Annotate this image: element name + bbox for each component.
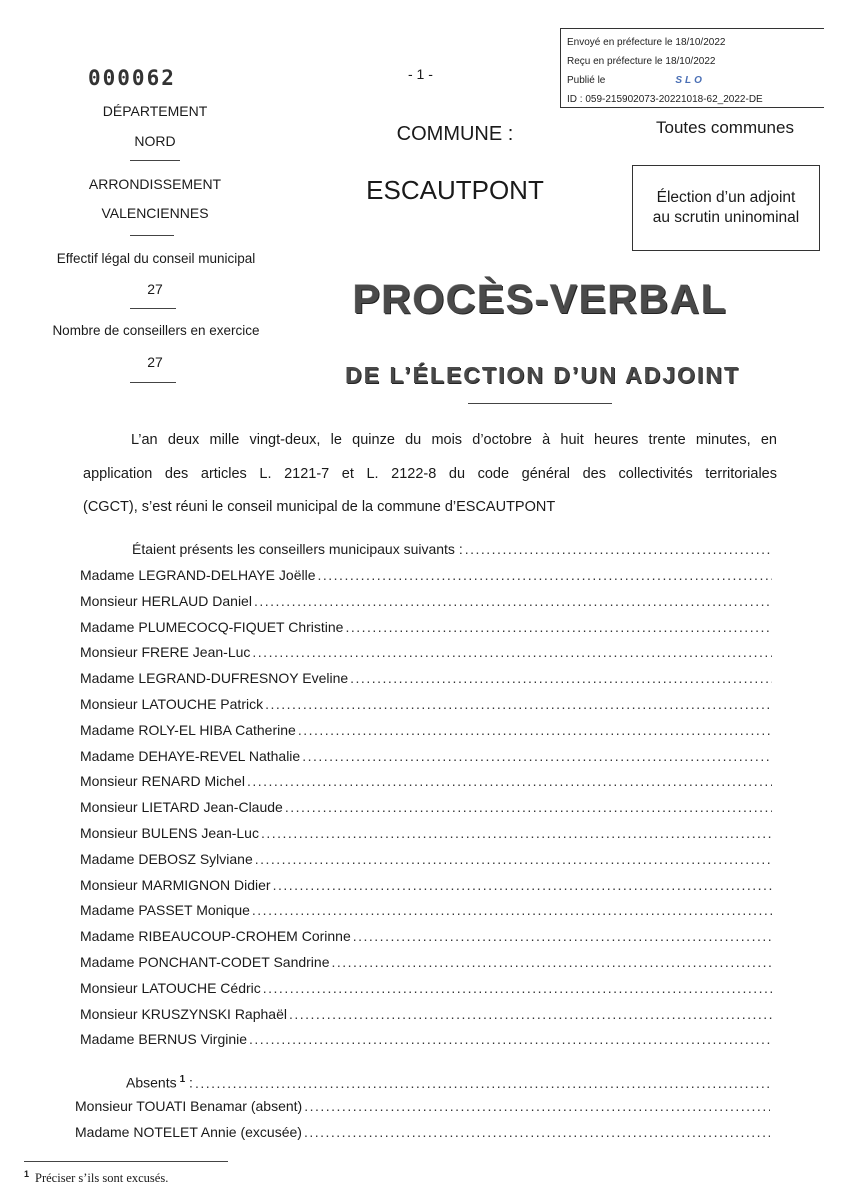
stamp-sent: Envoyé en préfecture le 18/10/2022 [567,37,726,48]
absents-heading-text [126,1070,195,1093]
present-member-row [80,617,772,637]
dot-leader [285,797,772,817]
present-member-row [80,900,772,920]
dot-leader [252,642,772,662]
effectif-label: Effectif légal du conseil municipal [56,251,256,266]
dot-leader [465,539,772,559]
dot-leader [195,1073,772,1093]
absent-member-name: Madame NOTELET Annie (excusée) [75,1124,302,1140]
footnote-divider [24,1161,228,1162]
dot-leader [273,875,772,895]
exercice-label: Nombre de conseillers en exercice [52,323,260,338]
present-member-name: Monsieur HERLAUD Daniel [80,592,252,609]
arrondissement-label: ARRONDISSEMENT [88,176,222,192]
present-member-row [80,952,772,972]
departement-label: DÉPARTEMENT [102,103,208,119]
absent-member-row [75,1096,770,1116]
present-member-row [80,694,772,714]
present-member-row [80,720,772,740]
dot-leader [254,591,772,611]
present-member-name: Monsieur LIETARD Jean-Claude [80,799,283,816]
arrondissement-value: VALENCIENNES [101,205,209,221]
presents-heading [132,539,772,559]
present-member-row [80,926,772,946]
dot-leader [263,978,772,998]
present-member-row [80,875,772,895]
dot-leader [345,617,772,637]
present-member-row [80,565,772,585]
page-number: - 1 - [408,66,433,82]
commune-name: ESCAUTPONT [366,175,544,205]
intro-line-2: application des articles L. 2121-7 et L. 2122-8 du code général des collectivités territoriales [83,465,777,482]
intro-paragraph [83,424,777,525]
election-type-line1: Élection d’un adjoint [656,189,796,206]
present-member-name: Monsieur RENARD Michel [80,773,245,790]
dot-leader [353,926,772,946]
present-member-row [80,1004,772,1024]
present-member-row [80,746,772,766]
present-member-row [80,591,772,611]
present-member-name: Monsieur KRUSZYNSKI Raphaël [80,1005,287,1022]
footnote-text: Préciser s’ils sont excusés. [35,1171,169,1186]
present-member-name: Madame LEGRAND-DELHAYE Joëlle [80,567,316,583]
dot-leader [318,565,773,585]
present-member-name: Madame ROLY-EL HIBA Catherine [80,721,296,738]
dot-leader [289,1004,772,1024]
dot-leader [249,1029,772,1049]
present-member-name: Madame RIBEAUCOUP-CROHEM Corinne [80,928,351,945]
footnote-mark: 1 [24,1169,30,1179]
present-member-row [80,642,772,662]
absents-label: Absents [126,1074,177,1091]
document-title: PROCÈS-VERBAL [352,276,728,322]
present-member-name: Monsieur LATOUCHE Patrick [80,696,264,712]
footnote [24,1169,168,1186]
dot-leader [252,900,772,920]
absents-heading [126,1070,772,1090]
dot-leader [255,849,772,869]
presents-heading-text: Étaient présents les conseillers municipaux suivants : [132,541,463,557]
stamp-id: ID : 059-215902073-20221018-62_2022-DE [567,94,763,105]
absents-footnote-mark: 1 [179,1074,186,1085]
present-member-row [80,797,772,817]
present-member-name: Monsieur BULENS Jean-Luc [80,825,259,841]
present-member-name: Madame PASSET Monique [80,902,250,919]
dot-leader [302,746,772,766]
divider [130,382,176,383]
toutes-communes: Toutes communes [656,118,794,137]
divider [130,235,174,236]
present-member-name: Monsieur LATOUCHE Cédric [80,979,261,996]
effectif-value: 27 [147,281,163,297]
absents-colon: : [189,1074,193,1091]
slo-logo: SLO [675,75,705,86]
present-member-row [80,668,772,688]
intro-line-1: L’an deux mille vingt-deux, le quinze du mois d’octobre à huit heures trente minutes, en [131,432,777,448]
dot-leader [350,668,772,688]
dot-leader [304,1122,770,1142]
present-member-name: Madame DEHAYE-REVEL Nathalie [80,747,301,764]
divider [130,160,180,161]
dot-leader [261,823,772,843]
present-member-name: Madame PLUMECOCQ-FIQUET Christine [80,618,344,635]
title-divider [468,403,612,404]
exercice-value: 27 [147,354,163,370]
present-member-name: Monsieur MARMIGNON Didier [80,876,271,893]
present-member-row [80,771,772,791]
stamp-published [567,71,824,90]
present-member-name: Madame LEGRAND-DUFRESNOY Eveline [80,670,349,687]
prefecture-stamp [560,28,824,108]
present-member-row [80,978,772,998]
dot-leader [304,1096,770,1116]
departement-value: NORD [134,133,176,149]
absent-member-name: Monsieur TOUATI Benamar (absent) [75,1098,303,1114]
absent-member-row [75,1122,770,1142]
present-member-row [80,849,772,869]
reference-number: 000062 [88,66,176,90]
commune-label: COMMUNE : [396,123,514,145]
dot-leader [265,694,772,714]
intro-line-3: (CGCT), s’est réuni le conseil municipal de la commune d’ESCAUTPONT [83,499,556,515]
present-member-name: Madame PONCHANT-CODET Sandrine [80,954,330,970]
dot-leader [331,952,772,972]
dot-leader [298,720,772,740]
election-type-line2: au scrutin uninominal [652,209,800,226]
present-member-row [80,823,772,843]
election-type-box [632,165,820,251]
document-subtitle: DE L’ÉLECTION D’UN ADJOINT [345,362,740,388]
stamp-received: Reçu en préfecture le 18/10/2022 [567,56,716,67]
stamp-published-label: Publié le [567,75,606,86]
dot-leader [247,771,772,791]
present-member-name: Monsieur FRERE Jean-Luc [80,644,251,661]
present-member-name: Madame BERNUS Virginie [80,1031,248,1048]
present-member-name: Madame DEBOSZ Sylviane [80,850,253,867]
present-member-row [80,1029,772,1049]
divider [130,308,176,309]
